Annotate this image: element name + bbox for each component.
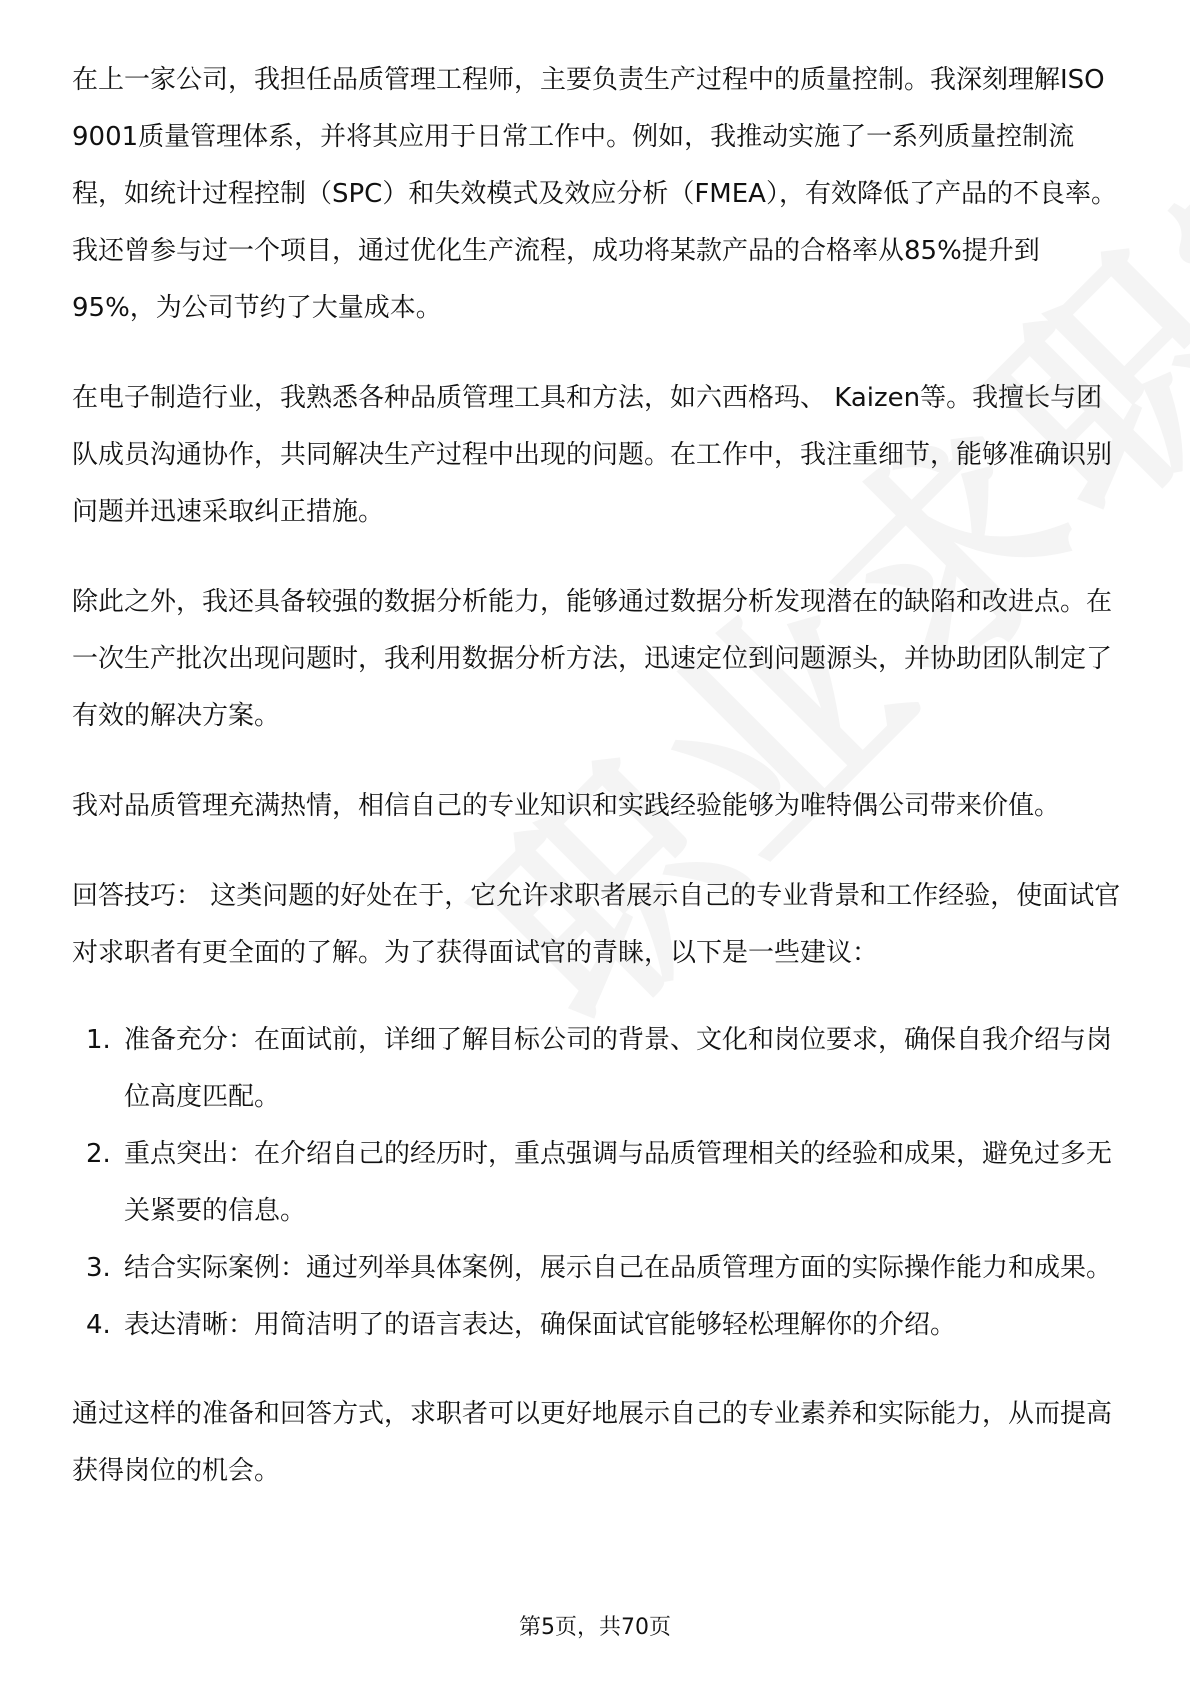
list-item bbox=[72, 1240, 1122, 1297]
list-item bbox=[72, 1012, 1122, 1126]
list-item-text: 结合实际案例：通过列举具体案例，展示自己在品质管理方面的实际操作能力和成果。 bbox=[124, 1253, 1113, 1283]
list-item-text: 准备充分：在面试前，详细了解目标公司的背景、文化和岗位要求，确保自我介绍与岗位高度匹配。 bbox=[124, 1025, 1113, 1112]
list-item-number: 3. bbox=[86, 1253, 111, 1283]
document-body bbox=[72, 52, 1122, 1500]
paragraph-passion: 我对品质管理充满热情，相信自己的专业知识和实践经验能够为唯特偶公司带来价值。 bbox=[72, 791, 1061, 821]
paragraph-industry-skills: 在电子制造行业，我熟悉各种品质管理工具和方法，如六西格玛、 Kaizen等。我擅长与团队成员沟通协作，共同解决生产过程中出现的问题。在工作中，我注重细节，能够准确识别问题并迅速采取纠正措施。 bbox=[72, 383, 1113, 527]
page-number: 第5页，共70页 bbox=[519, 1615, 671, 1640]
paragraph-answer-tips: 回答技巧： 这类问题的好处在于，它允许求职者展示自己的专业背景和工作经验，使面试官对求职者有更全面的了解。为了获得面试官的青睐，以下是一些建议： bbox=[72, 881, 1121, 968]
list-item-number: 4. bbox=[86, 1310, 111, 1340]
list-item-text: 重点突出：在介绍自己的经历时，重点强调与品质管理相关的经验和成果，避免过多无关紧要的信息。 bbox=[124, 1139, 1113, 1226]
list-item-text: 表达清晰：用简洁明了的语言表达，确保面试官能够轻松理解你的介绍。 bbox=[124, 1310, 957, 1340]
list-item-number: 1. bbox=[86, 1025, 111, 1055]
paragraph-conclusion: 通过这样的准备和回答方式，求职者可以更好地展示自己的专业素养和实际能力，从而提高获得岗位的机会。 bbox=[72, 1399, 1113, 1486]
paragraph-experience: 在上一家公司，我担任品质管理工程师，主要负责生产过程中的质量控制。我深刻理解ISO 9001质量管理体系，并将其应用于日常工作中。例如，我推动实施了一系列质量控制流程，如统计过程控制（SPC）和失效模式及效应分析（FMEA），有效降低了产品的不良率。我还曾参与过一个项目，通过优化生产流程，成功将某款产品的合格率从85%提升到95%，为公司节约了大量成本。 bbox=[72, 65, 1117, 323]
list-item-number: 2. bbox=[86, 1139, 111, 1169]
tips-list bbox=[72, 1012, 1122, 1354]
paragraph-data-analysis: 除此之外，我还具备较强的数据分析能力，能够通过数据分析发现潜在的缺陷和改进点。在一次生产批次出现问题时，我利用数据分析方法，迅速定位到问题源头，并协助团队制定了有效的解决方案。 bbox=[72, 587, 1113, 731]
list-item bbox=[72, 1126, 1122, 1240]
list-item bbox=[72, 1297, 1122, 1354]
